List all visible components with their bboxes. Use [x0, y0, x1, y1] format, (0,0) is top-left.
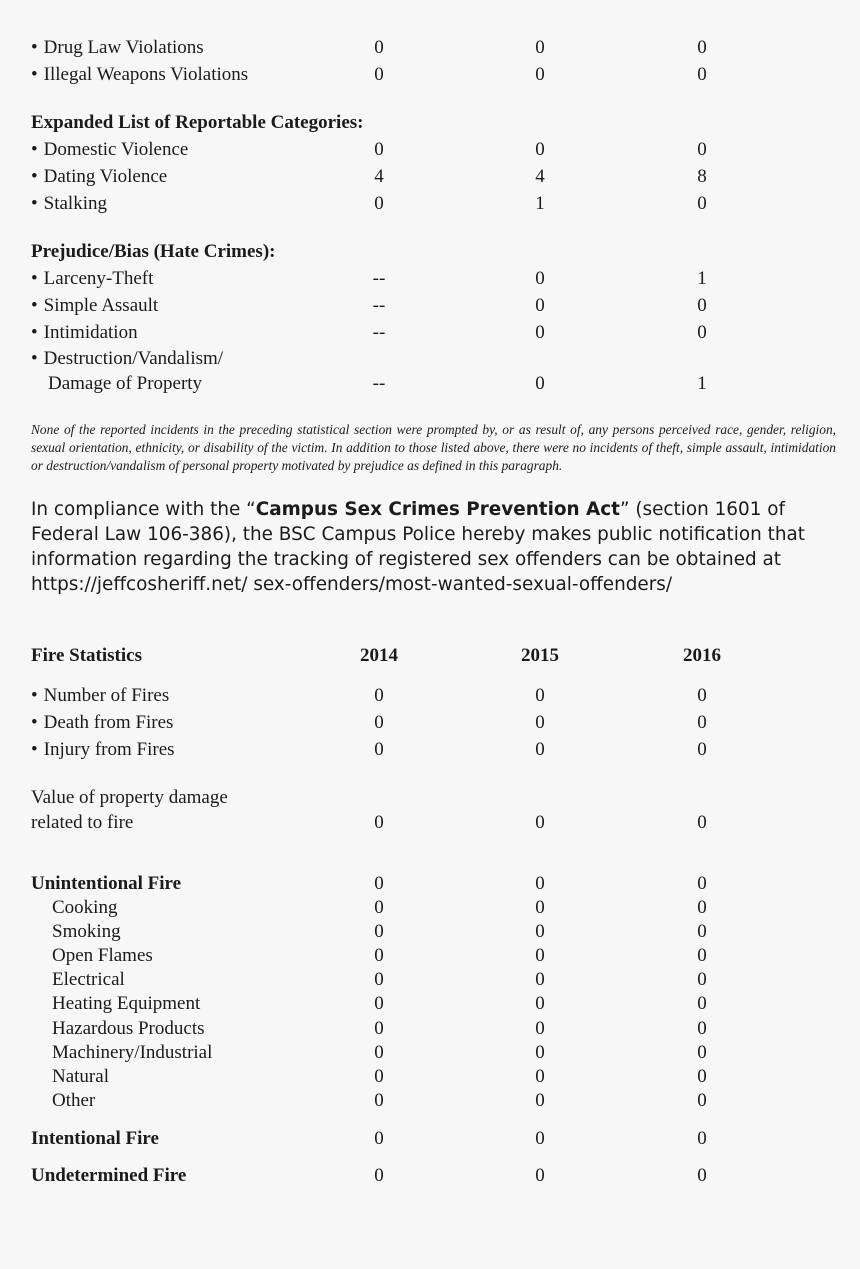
value-cell: 0 — [535, 739, 545, 760]
value-cell: 0 — [535, 322, 545, 343]
year-header: 2015 — [521, 645, 559, 666]
value-cell: 0 — [697, 64, 707, 85]
table-row — [0, 62, 860, 88]
value-cell: 0 — [535, 969, 545, 990]
value-cell: 0 — [374, 139, 384, 160]
row-label: Unintentional Fire — [31, 873, 182, 894]
value-cell: 0 — [535, 37, 545, 58]
value-cell: -- — [372, 268, 386, 289]
value-cell: 0 — [374, 1090, 384, 1111]
table-row — [0, 967, 860, 993]
row-label: • Intimidation — [31, 320, 138, 346]
row-label: • Death from Fires — [31, 710, 173, 736]
table-row — [0, 683, 860, 709]
table-row — [0, 810, 860, 836]
value-cell: 0 — [535, 993, 545, 1014]
row-label: • Illegal Weapons Violations — [31, 62, 248, 88]
value-cell: 0 — [535, 897, 545, 918]
value-cell: 0 — [697, 1128, 707, 1149]
row-label: • Dating Violence — [31, 164, 167, 190]
value-cell: 0 — [374, 64, 384, 85]
row-label: Heating Equipment — [52, 993, 201, 1014]
row-label: Undetermined Fire — [31, 1165, 187, 1186]
value-cell: 0 — [697, 812, 707, 833]
table-row — [0, 1163, 860, 1189]
table-row — [0, 371, 860, 397]
value-cell: 0 — [374, 193, 384, 214]
table-row — [0, 266, 860, 292]
compliance-text-after: ” (section 1601 of Federal Law 106-386), the BSC Campus Police hereby makes public notification that information regarding the tracking of registered sex offenders can be obtained at https://jeffcosheriff.net/ sex-offenders/most-wanted-sexual-offenders/ — [31, 499, 805, 595]
table-row — [0, 871, 860, 897]
value-cell: 0 — [374, 37, 384, 58]
value-cell: 0 — [374, 969, 384, 990]
value-cell: -- — [372, 295, 386, 316]
value-cell: -- — [372, 322, 386, 343]
table-row — [0, 164, 860, 190]
value-cell: 0 — [697, 1066, 707, 1087]
value-cell: 0 — [374, 739, 384, 760]
value-cell: 0 — [535, 295, 545, 316]
value-cell: 0 — [697, 739, 707, 760]
table-row — [0, 1016, 860, 1042]
value-cell: 0 — [697, 873, 707, 894]
row-label: Cooking — [52, 897, 118, 918]
value-cell: 0 — [535, 1165, 545, 1186]
value-cell: 0 — [535, 812, 545, 833]
table-row — [0, 293, 860, 319]
row-label: • Drug Law Violations — [31, 35, 204, 61]
value-cell: 0 — [374, 1066, 384, 1087]
value-cell: -- — [372, 373, 386, 394]
row-label: • Injury from Fires — [31, 737, 175, 763]
table-row — [0, 137, 860, 163]
value-cell: 0 — [697, 37, 707, 58]
value-cell: 1 — [697, 373, 707, 394]
year-header: 2016 — [683, 645, 721, 666]
value-cell: 0 — [697, 295, 707, 316]
year-header: 2014 — [360, 645, 398, 666]
table-row — [0, 191, 860, 217]
row-label: • Stalking — [31, 191, 107, 217]
value-cell: 0 — [374, 685, 384, 706]
fire-statistics-heading: Fire Statistics — [31, 645, 142, 666]
table-row — [0, 895, 860, 921]
fire-header-row — [0, 643, 860, 669]
value-cell: 0 — [374, 993, 384, 1014]
value-cell: 0 — [374, 1128, 384, 1149]
value-cell: 0 — [374, 945, 384, 966]
value-cell: 1 — [535, 193, 545, 214]
value-cell: 0 — [374, 921, 384, 942]
hate-crime-note: None of the reported incidents in the preceding statistical section were prompted by, or as result of, any persons perceived race, gender, religion, sexual orientation, ethnicity, or disability of the victim. In addition to those listed above, there were no incidents of theft, simple assault, intimidation or destruction/vandalism of personal property motivated by prejudice as defined in this paragraph. — [31, 422, 836, 473]
row-label: • Domestic Violence — [31, 137, 188, 163]
value-cell: 0 — [697, 193, 707, 214]
value-cell: 0 — [535, 945, 545, 966]
value-cell: 0 — [374, 1018, 384, 1039]
value-cell: 0 — [697, 712, 707, 733]
row-label: Open Flames — [52, 945, 153, 966]
value-cell: 0 — [697, 139, 707, 160]
value-cell: 0 — [697, 969, 707, 990]
table-row — [0, 346, 860, 372]
value-cell: 0 — [374, 712, 384, 733]
table-row — [0, 943, 860, 969]
row-label: • Number of Fires — [31, 683, 169, 709]
value-cell: 0 — [697, 1042, 707, 1063]
value-cell: 0 — [535, 373, 545, 394]
table-row — [0, 737, 860, 763]
section-heading: Expanded List of Reportable Categories: — [31, 112, 364, 133]
value-cell: 0 — [374, 1042, 384, 1063]
value-cell: 8 — [697, 166, 707, 187]
value-cell: 4 — [374, 166, 384, 187]
value-cell: 0 — [535, 139, 545, 160]
value-cell: 0 — [374, 873, 384, 894]
table-row — [0, 1088, 860, 1114]
row-label: • Destruction/Vandalism/ — [31, 346, 223, 372]
value-cell: 0 — [535, 685, 545, 706]
row-label: Hazardous Products — [52, 1018, 205, 1039]
row-label: Electrical — [52, 969, 125, 990]
value-cell: 0 — [697, 945, 707, 966]
row-label-continued: Damage of Property — [48, 373, 203, 394]
row-label: Natural — [52, 1066, 109, 1087]
row-label: Smoking — [52, 921, 121, 942]
value-cell: 0 — [535, 1090, 545, 1111]
row-label: Other — [52, 1090, 96, 1111]
value-cell: 0 — [535, 873, 545, 894]
value-cell: 0 — [697, 897, 707, 918]
value-cell: 0 — [535, 1042, 545, 1063]
compliance-paragraph — [31, 497, 836, 597]
value-cell: 0 — [535, 1066, 545, 1087]
section-heading: Prejudice/Bias (Hate Crimes): — [31, 241, 276, 262]
value-cell: 1 — [697, 268, 707, 289]
table-row — [0, 35, 860, 61]
value-cell: 0 — [535, 1128, 545, 1149]
value-cell: 0 — [374, 897, 384, 918]
value-cell: 0 — [697, 322, 707, 343]
value-cell: 0 — [374, 812, 384, 833]
row-label: • Simple Assault — [31, 293, 158, 319]
table-row — [0, 1126, 860, 1152]
value-cell: 0 — [697, 993, 707, 1014]
value-cell: 0 — [535, 64, 545, 85]
row-label: Intentional Fire — [31, 1128, 159, 1149]
table-row — [0, 320, 860, 346]
table-row — [0, 1064, 860, 1090]
act-name: Campus Sex Crimes Prevention Act — [255, 499, 620, 520]
table-row — [0, 919, 860, 945]
value-cell: 0 — [535, 712, 545, 733]
value-cell: 0 — [535, 1018, 545, 1039]
value-cell: 0 — [374, 1165, 384, 1186]
value-cell: 0 — [697, 685, 707, 706]
value-cell: 0 — [535, 921, 545, 942]
value-cell: 0 — [697, 921, 707, 942]
row-label-continued: related to fire — [31, 812, 134, 833]
row-label: Machinery/Industrial — [52, 1042, 213, 1063]
table-row — [0, 991, 860, 1017]
value-cell: 4 — [535, 166, 545, 187]
value-cell: 0 — [697, 1090, 707, 1111]
value-cell: 0 — [535, 268, 545, 289]
table-row — [0, 710, 860, 736]
table-row — [0, 785, 860, 811]
value-cell: 0 — [697, 1165, 707, 1186]
compliance-text-before: In compliance with the “ — [31, 499, 256, 520]
row-label: Value of property damage — [31, 787, 228, 808]
table-row — [0, 1040, 860, 1066]
row-label: • Larceny-Theft — [31, 266, 153, 292]
value-cell: 0 — [697, 1018, 707, 1039]
